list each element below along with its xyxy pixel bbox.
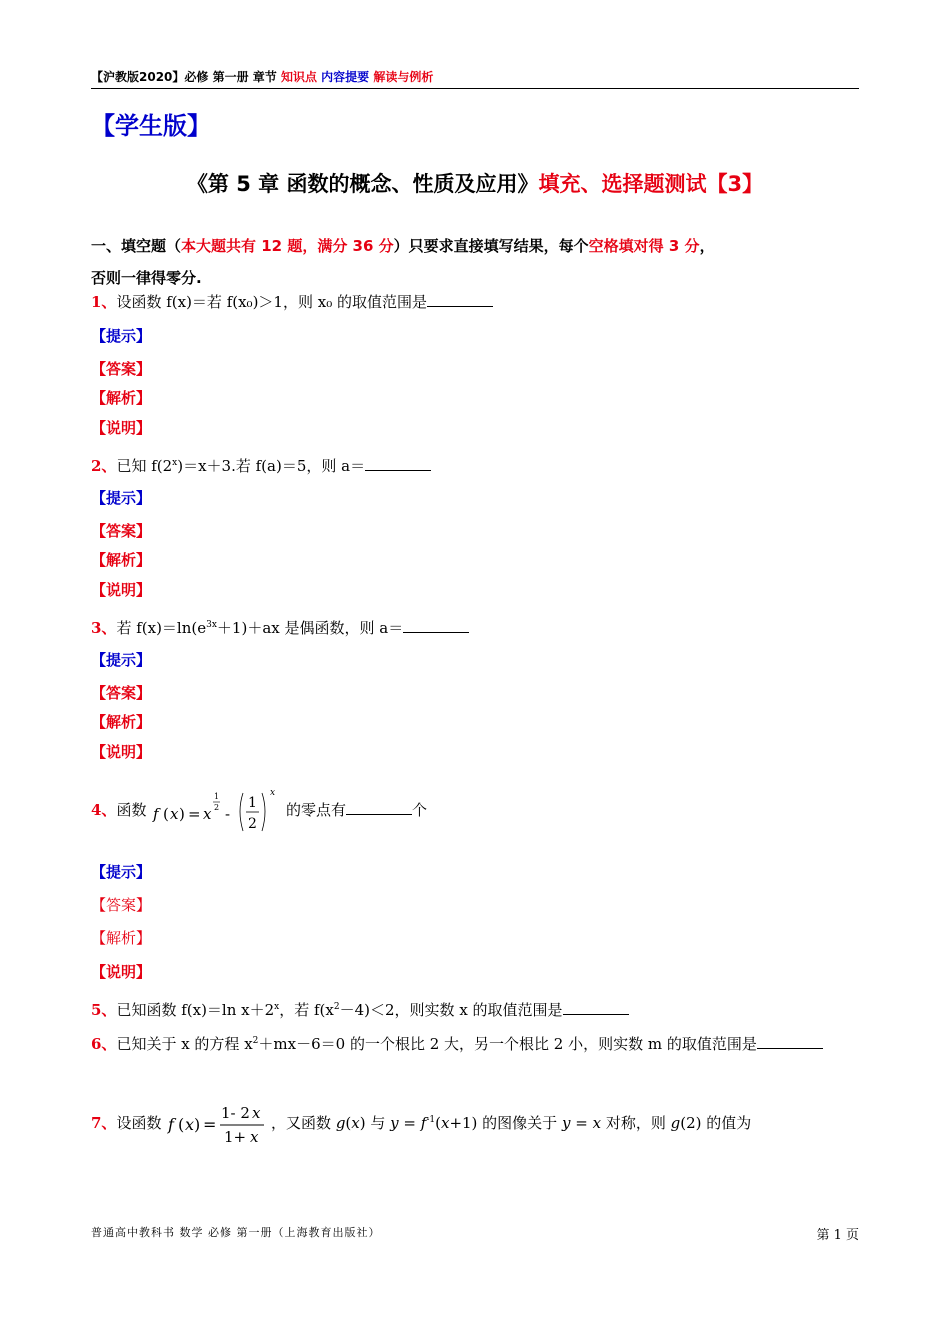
svg-text:(: ( (163, 805, 170, 823)
section-text-line2: 否则一律得零分. (91, 269, 202, 287)
svg-text:x: x (185, 1115, 195, 1134)
label-hint: 【提示】 (91, 863, 152, 881)
label-note: 【说明】 (91, 581, 152, 599)
question-text: ，若 f(x (279, 1001, 334, 1019)
formula-g: g (670, 1114, 681, 1132)
section-text-4: 空格填对得 3 分 (588, 237, 700, 255)
superscript: x (172, 458, 178, 468)
svg-text:=: = (188, 805, 201, 823)
label-hint: 【提示】 (91, 489, 152, 507)
question-1 (91, 292, 493, 312)
svg-text:(: ( (178, 1115, 185, 1134)
svg-text:f: f (168, 1115, 175, 1134)
question-text: 已知关于 x 的方程 x (116, 1035, 253, 1053)
question-text: 的图像关于 (482, 1114, 558, 1132)
question-text: 与 (370, 1114, 386, 1132)
question-text: 若 f(x)＝ln(e (116, 619, 207, 637)
question-4 (91, 782, 427, 838)
answer-blank[interactable] (427, 292, 493, 307)
question-text: －4)＜2，则实数 x 的取值范围是 (339, 1001, 563, 1019)
label-analysis: 【解析】 (91, 551, 152, 569)
svg-text:2: 2 (248, 816, 258, 832)
svg-text:x: x (250, 1128, 259, 1146)
formula-f: f (420, 1114, 427, 1132)
question-text: ，又函数 (271, 1114, 332, 1132)
header-summary: 内容提要 (321, 70, 374, 84)
question-6 (91, 1031, 823, 1054)
question-text: 已知 f(2 (116, 457, 173, 475)
question-7: 7、设函数 f ( x ) = 1- 2 x 1+ x ，又函数 g(x) 与 $y = f^{-1}(x+1)$ 的图像关于 y = x 对称，则 g(2) 的值为 (91, 1096, 751, 1144)
page-header (91, 68, 859, 89)
formula-var: x (592, 1114, 602, 1132)
header-book: 【沪教版2020】必修 第一册 章节 (91, 70, 281, 84)
formula-y: y (390, 1114, 399, 1132)
question-number: 2、 (91, 457, 117, 475)
svg-text:1- 2: 1- 2 (221, 1104, 251, 1122)
label-analysis: 【解析】 (91, 713, 152, 731)
title-chapter: 《第 5 章 函数的概念、性质及应用》 (186, 172, 539, 196)
svg-text:): ) (194, 1115, 201, 1134)
question-number: 1、 (91, 293, 117, 311)
question-number: 5、 (91, 1001, 117, 1019)
answer-blank[interactable] (346, 800, 412, 815)
svg-text:=: = (203, 1115, 217, 1134)
question-text: )＝x＋3.若 f(a)＝5，则 a＝ (177, 457, 366, 475)
superscript: 2 (252, 1036, 259, 1046)
label-analysis: 【解析】 (91, 929, 152, 947)
question-text: 的零点有 (286, 801, 347, 819)
formula-y: y (561, 1114, 571, 1132)
question-number: 6、 (91, 1035, 117, 1053)
label-answer: 【答案】 (91, 522, 152, 540)
label-analysis: 【解析】 (91, 389, 152, 407)
question-text: 对称，则 (605, 1114, 666, 1132)
footer-book-name: 普通高中教科书 数学 必修 第一册（上海教育出版社） (91, 1226, 381, 1239)
question-number: 4、 (91, 801, 117, 819)
label-answer: 【答案】 (91, 896, 152, 914)
svg-text:2: 2 (214, 803, 220, 812)
answer-blank[interactable] (365, 456, 431, 471)
section-text-2: 本大题共有 12 题，满分 36 分 (181, 237, 394, 255)
label-answer: 【答案】 (91, 360, 152, 378)
svg-text:x: x (170, 805, 179, 823)
svg-text:x: x (270, 788, 276, 798)
svg-text:1: 1 (214, 792, 220, 801)
question-text: 设函数 (116, 1114, 162, 1132)
footer-page-number: 第 1 页 (816, 1228, 859, 1243)
formula-var: x (440, 1114, 450, 1132)
question-number: 3、 (91, 619, 117, 637)
svg-text:x: x (252, 1104, 261, 1122)
student-version-tag: 【学生版】 (91, 112, 211, 140)
label-hint: 【提示】 (91, 327, 152, 345)
answer-blank[interactable] (563, 1000, 629, 1015)
svg-text:): ) (179, 805, 186, 823)
label-note: 【说明】 (91, 743, 152, 761)
question-5 (91, 997, 629, 1020)
page-footer (91, 1224, 859, 1243)
question-text: 的值为 (706, 1114, 752, 1132)
superscript: 2 (333, 1002, 340, 1012)
section-text-5: ， (699, 237, 715, 255)
formula-g: g (335, 1114, 346, 1132)
label-note: 【说明】 (91, 963, 152, 981)
superscript: x (274, 1002, 280, 1012)
svg-text:1: 1 (248, 795, 258, 811)
label-hint: 【提示】 (91, 651, 152, 669)
label-note: 【说明】 (91, 419, 152, 437)
svg-text:f: f (153, 805, 159, 823)
question-text: ＋mx－6＝0 的一个根比 2 大，另一个根比 2 小，则实数 m 的取值范围是 (258, 1035, 757, 1053)
superscript: 3x (206, 620, 217, 630)
question-text: 个 (412, 801, 428, 819)
formula-q7-f (166, 1100, 266, 1148)
formula-var: x (351, 1114, 360, 1132)
header-knowledge: 知识点 (280, 70, 322, 84)
answer-blank[interactable] (757, 1034, 823, 1049)
question-text: 已知函数 f(x)＝ln x＋2 (116, 1001, 275, 1019)
svg-text:-: - (225, 805, 231, 823)
section-heading (91, 230, 861, 294)
answer-blank[interactable] (403, 618, 469, 633)
svg-text:1+: 1+ (224, 1128, 247, 1146)
section-text-1: 一、填空题（ (91, 237, 182, 255)
question-number: 7、 (91, 1114, 117, 1132)
label-answer: 【答案】 (91, 684, 152, 702)
question-text: ＋1)＋ax 是偶函数，则 a＝ (216, 619, 404, 637)
title-test: 填充、选择题测试【3】 (538, 172, 764, 196)
section-text-3: ）只要求直接填写结果，每个 (393, 237, 589, 255)
formula-q4 (151, 783, 281, 839)
question-text: 函数 (116, 801, 147, 819)
question-text: 设函数 f(x)＝若 f(x₀)＞1，则 x₀ 的取值范围是 (116, 293, 427, 311)
svg-text:x: x (203, 805, 212, 823)
page-title (91, 168, 859, 198)
header-examples: 解读与例析 (373, 70, 434, 84)
question-3 (91, 615, 469, 638)
question-2 (91, 453, 431, 476)
